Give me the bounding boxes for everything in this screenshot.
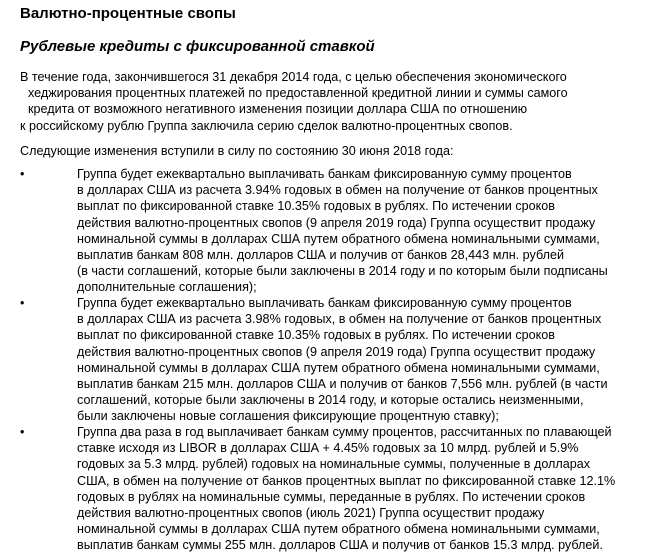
- list-item-line: США, в обмен на получение от банков процентных выплат по фиксированной ставке 12.1%: [77, 473, 616, 488]
- paragraph-line: кредита от возможного негативного изменения позиции доллара США по отношению: [28, 102, 528, 117]
- list-item-text: [77, 166, 608, 296]
- paragraph-line: хеджирования процентных платежей по предоставленной кредитной линии и суммы самого: [28, 86, 568, 101]
- list-item-text: [77, 424, 615, 554]
- list-item-line: выплат по фиксированной ставке 10.35% годовых в рублях. По истечении сроков: [77, 199, 555, 214]
- list-item-line: выплатив банкам суммы 255 млн. долларов США и получив от банков 15.3 млрд. рублей.: [77, 538, 603, 553]
- bullet-symbol: •: [20, 425, 25, 439]
- list-item-line: (в части соглашений, которые были заключены в 2014 году и по которым были подписаны: [77, 264, 608, 279]
- paragraph-line: Следующие изменения вступили в силу по состоянию 30 июня 2018 года:: [20, 144, 454, 158]
- list-item-line: номинальной суммы в долларах США путем обратного обмена номинальными суммами,: [77, 360, 600, 375]
- bullet-symbol: •: [20, 296, 25, 310]
- list-item-line: Группа будет ежеквартально выплачивать банкам фиксированную сумму процентов: [77, 167, 572, 181]
- list-item-line: действия валютно-процентных свопов (июль 2021) Группа осуществит продажу: [77, 506, 545, 521]
- changes-intro-paragraph: [20, 143, 453, 159]
- list-item-line: в долларах США из расчета 3.98% годовых, в обмен на получение от банков процентных: [77, 312, 602, 327]
- list-item-line: дополнительные соглашения);: [77, 280, 257, 295]
- list-item-line: выплатив банкам 808 млн. долларов США и получив от банков 28,443 млн. рублей: [77, 248, 564, 263]
- list-item-line: ставке исходя из LIBOR в долларах США + 4.45% годовых за 10 млрд. рублей и 5.9%: [77, 441, 579, 456]
- list-item-line: выплатив банкам 215 млн. долларов США и получив от банков 7,556 млн. рублей (в части: [77, 377, 608, 392]
- list-item-line: были заключены новые соглашения фиксирующие процентную ставку);: [77, 409, 499, 424]
- bullet-symbol: •: [20, 167, 25, 181]
- list-item-line: соглашений, которые были заключены в 2014 году, и которые остались неизменными,: [77, 393, 584, 408]
- list-item-line: годовых за 5.3 млрд. рублей) годовых на номинальные суммы, полученные в долларах: [77, 457, 591, 472]
- list-item-line: действия валютно-процентных свопов (9 апреля 2019 года) Группа осуществит продажу: [77, 215, 596, 230]
- section-heading: Валютно-процентные свопы: [20, 5, 236, 22]
- list-item-line: в долларах США из расчета 3.94% годовых в обмен на получение от банков процентных: [77, 183, 598, 198]
- list-item-line: Группа два раза в год выплачивает банкам сумму процентов, рассчитанных по плавающей: [77, 425, 612, 439]
- paragraph-line: В течение года, закончившегося 31 декабря 2014 года, с целью обеспечения экономического: [20, 70, 567, 84]
- section-subheading: Рублевые кредиты с фиксированной ставкой: [20, 38, 375, 55]
- list-item-line: действия валютно-процентных свопов (9 апреля 2019 года) Группа осуществит продажу: [77, 344, 596, 359]
- paragraph-line: к российскому рублю Группа заключила серию сделок валютно-процентных свопов.: [20, 118, 513, 133]
- list-item-line: номинальной суммы в долларах США путем обратного обмена номинальными суммами,: [77, 522, 600, 537]
- list-item-line: номинальной суммы в долларах США путем обратного обмена номинальными суммами,: [77, 231, 600, 246]
- intro-paragraph: [20, 69, 568, 134]
- list-item-text: [77, 295, 608, 425]
- list-item-line: годовых в рублях на номинальные суммы, переданные в рублях. По истечении сроков: [77, 489, 586, 504]
- list-item-line: Группа будет ежеквартально выплачивать банкам фиксированную сумму процентов: [77, 296, 572, 310]
- list-item-line: выплат по фиксированной ставке 10.35% годовых в рублях. По истечении сроков: [77, 328, 555, 343]
